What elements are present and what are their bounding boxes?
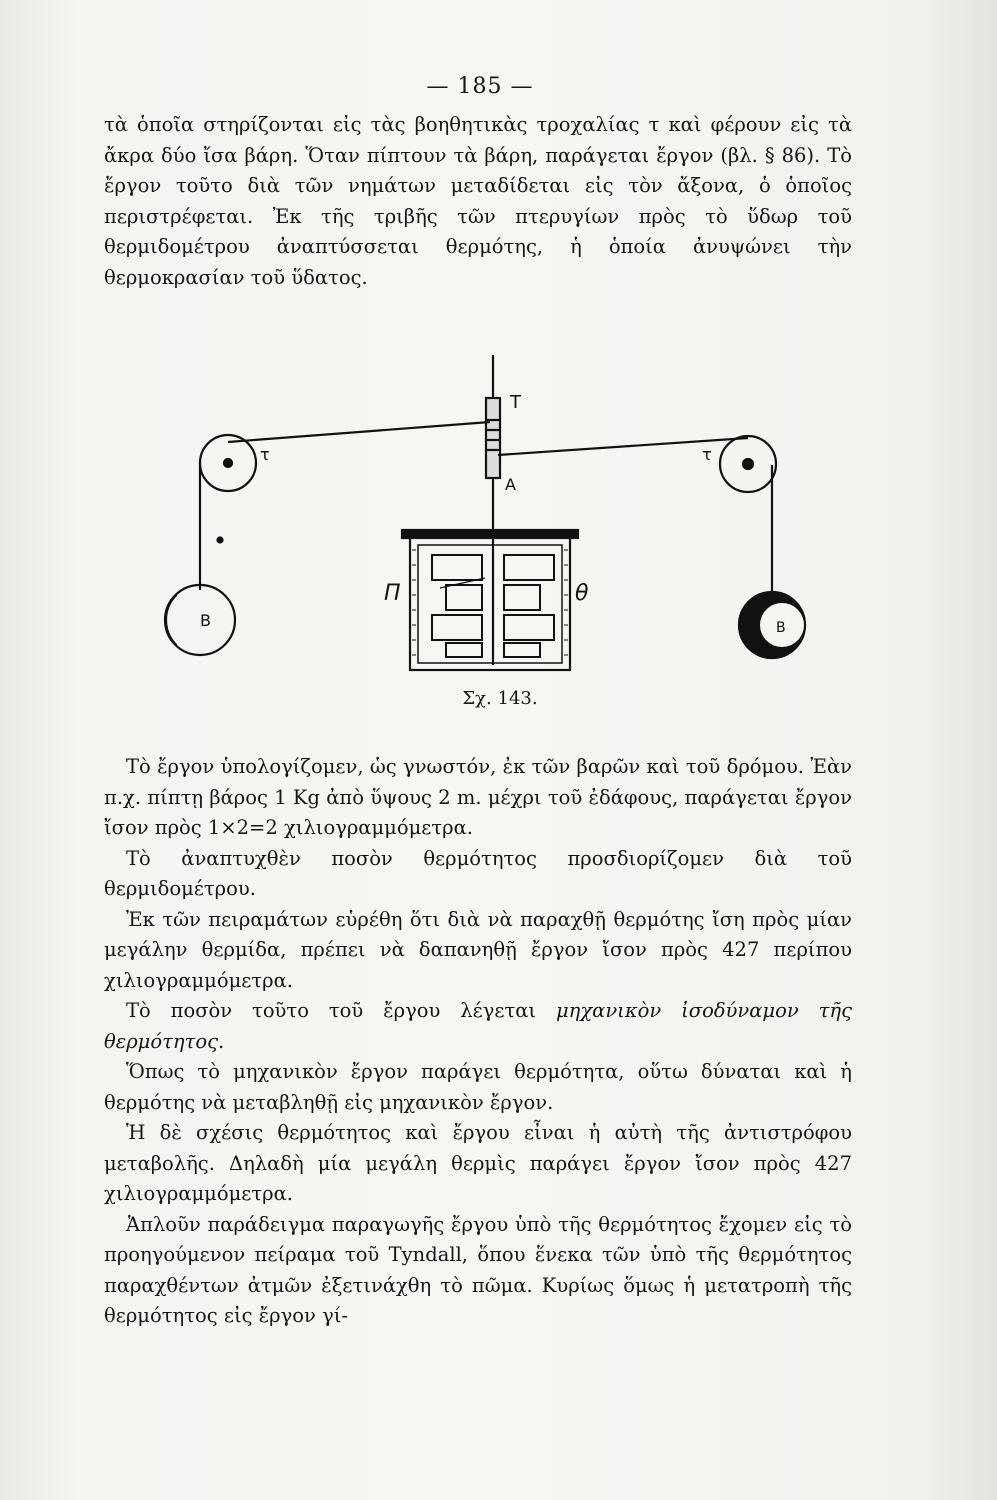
- top-paragraph: τὰ ὁποῖα στηρίζονται εἰς τὰς βοηθητικὰς τροχαλίας τ καὶ φέρουν εἰς τὰ ἄκρα δύο ἴσα βάρη. Ὅταν πίπτουν τὰ βάρη, παράγεται ἔργον (βλ. § 86). Τὸ ἔργον τοῦτο διὰ τῶν νημάτων μεταδίδεται εἰς τὸν ἄξονα, ὁ ὁποῖος περιστρέφεται. Ἐκ τῆς τριβῆς τῶν πτερυγίων πρὸς τὸ ὕδωρ τοῦ θερμιδομέτρου ἀναπτύσσεται θερμότης, ἡ ὁποία ἀνυψώνει τὴν θερμοκρασίαν τοῦ ὕδατος.: [104, 113, 852, 289]
- figure-joule-apparatus: [150, 350, 840, 690]
- paragraph-3: Ἐκ τῶν πειραμάτων εὑρέθη ὅτι διὰ νὰ παραχθῇ θερμότης ἴση πρὸς μίαν μεγάλην θερμίδα, πρέπει νὰ δαπανηθῇ ἔργον ἴσον πρὸς 427 περίπου χιλιογραμμόμετρα.: [104, 907, 852, 992]
- top-paragraph-block: [104, 110, 852, 293]
- paragraph-4-italic: μηχανικὸν ἰσοδύναμον τῆς θερμότητος: [104, 999, 853, 1053]
- paragraph-4-start: Τὸ ποσὸν τοῦτο τοῦ ἔργου λέγεται: [126, 999, 556, 1022]
- figure-caption: Σχ. 143.: [462, 688, 538, 709]
- label-B-right: B: [776, 620, 786, 636]
- label-tau-left: τ: [260, 445, 270, 464]
- paragraph-6: Ἡ δὲ σχέσις θερμότητος καὶ ἔργου εἶναι ἡ αὐτὴ τῆς ἀντιστρόφου μεταβολῆς. Δηλαδὴ μία μεγάλη θερμὶς παράγει ἔργον ἴσον πρὸς 427 χιλιογραμμόμετρα.: [104, 1121, 852, 1205]
- drum: [486, 398, 500, 478]
- label-theta: θ: [575, 581, 589, 606]
- paragraph-7: Ἁπλοῦν παράδειγμα παραγωγῆς ἔργου ὑπὸ τῆς θερμότητος ἔχομεν εἰς τὸ προηγούμενον πείραμα τοῦ Tyndall, ὅπου ἕνεκα τῶν ὑπὸ τῆς θερμότητος παραχθέντων ἀτμῶν ἐξετινάχθη τὸ πῶμα. Κυρίως ὅμως ἡ μετατροπὴ τῆς θερμότητος εἰς ἔργον γί-: [104, 1212, 852, 1327]
- page-number: — 185 —: [426, 74, 534, 99]
- body-text: [104, 752, 852, 1332]
- label-B-left: B: [200, 611, 211, 630]
- label-T: T: [510, 392, 521, 413]
- string-left: [228, 422, 490, 442]
- paragraph-1: Τὸ ἔργον ὑπολογίζομεν, ὡς γνωστόν, ἐκ τῶν βαρῶν καὶ τοῦ δρόμου. Ἐὰν π.χ. πίπτῃ βάρος 1 Kg ἀπὸ ὕψους 2 m. μέχρι τοῦ ἐδάφους, παράγεται ἔργον ἴσον πρὸς 1×2=2 χιλιογραμμόμετρα.: [104, 755, 852, 839]
- label-A: A: [505, 475, 516, 494]
- label-Pi: Π: [384, 581, 401, 606]
- paragraph-5: Ὅπως τὸ μηχανικὸν ἔργον παράγει θερμότητα, οὕτω δύναται καὶ ἡ θερμότης νὰ μεταβληθῇ εἰς μηχανικὸν ἔργον.: [104, 1060, 852, 1114]
- label-tau-right: τ: [702, 445, 712, 464]
- paragraph-4: [104, 996, 852, 1057]
- paragraph-4-end: .: [218, 1029, 225, 1053]
- paragraph-2: Τὸ ἀναπτυχθὲν ποσὸν θερμότητος προσδιορίζομεν διὰ τοῦ θερμιδομέτρου.: [104, 846, 852, 900]
